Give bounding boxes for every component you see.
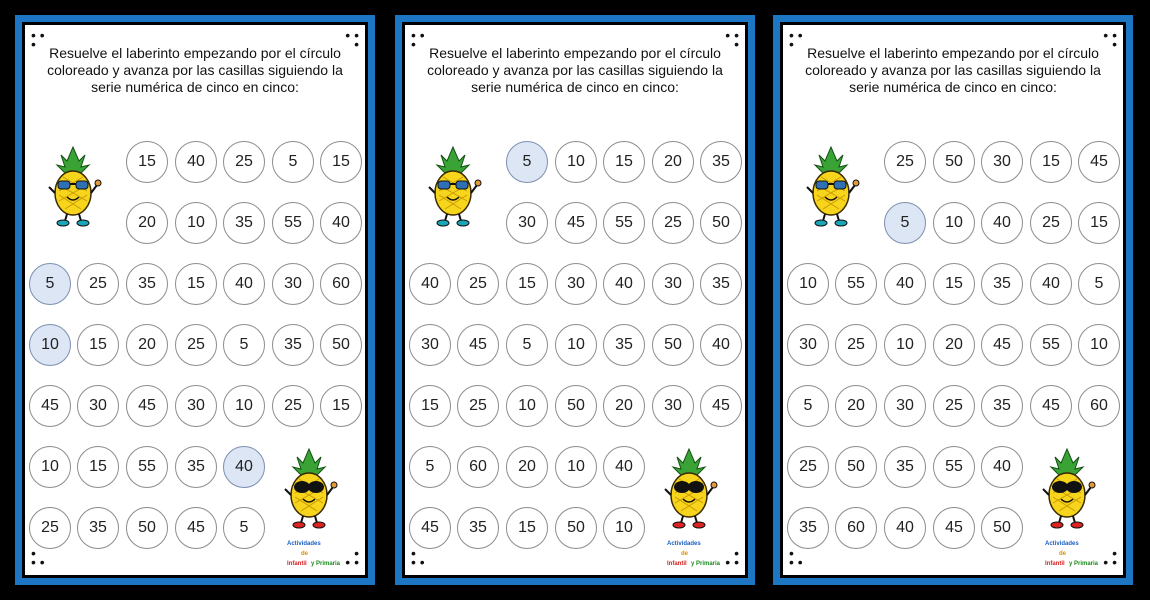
maze-cell[interactable]: 10 bbox=[506, 385, 548, 427]
maze-cell[interactable]: 30 bbox=[652, 263, 694, 305]
maze-cell[interactable]: 25 bbox=[457, 385, 499, 427]
maze-cell[interactable]: 25 bbox=[884, 141, 926, 183]
brand-logo bbox=[1045, 537, 1107, 575]
worksheet-1 bbox=[15, 15, 375, 585]
corner-dots: • • • bbox=[725, 27, 739, 52]
logo-word4: y Primaria bbox=[1069, 561, 1099, 567]
brand-logo bbox=[287, 537, 349, 575]
instructions-line3: serie numérica de cinco en cinco: bbox=[849, 79, 1057, 95]
worksheet-2 bbox=[395, 15, 755, 585]
maze-cell[interactable]: 15 bbox=[506, 507, 548, 549]
maze-cell-highlighted[interactable]: 40 bbox=[223, 446, 265, 488]
maze-cell[interactable]: 30 bbox=[506, 202, 548, 244]
maze-cell[interactable]: 15 bbox=[77, 324, 119, 366]
worksheet-border bbox=[402, 22, 748, 578]
worksheet-3 bbox=[773, 15, 1133, 585]
maze-cell[interactable]: 45 bbox=[933, 507, 975, 549]
maze-cell[interactable]: 15 bbox=[320, 141, 362, 183]
pineapple-character-icon bbox=[1037, 445, 1097, 529]
logo-word4: y Primaria bbox=[311, 561, 341, 567]
logo-word1: Actividades bbox=[1045, 541, 1079, 547]
maze-cell[interactable]: 25 bbox=[175, 324, 217, 366]
maze-cell[interactable]: 35 bbox=[981, 385, 1023, 427]
maze-cell[interactable]: 20 bbox=[603, 385, 645, 427]
maze-cell[interactable]: 5 bbox=[787, 385, 829, 427]
maze-cell[interactable]: 15 bbox=[175, 263, 217, 305]
instructions-line2: coloreado y avanza por las casillas siguiendo la bbox=[805, 62, 1101, 78]
maze-cell[interactable]: 55 bbox=[272, 202, 314, 244]
maze-cell[interactable]: 10 bbox=[603, 507, 645, 549]
pineapple-character-icon bbox=[659, 445, 719, 529]
maze-cell[interactable]: 35 bbox=[700, 263, 742, 305]
instructions-line2: coloreado y avanza por las casillas siguiendo la bbox=[427, 62, 723, 78]
maze-cell[interactable]: 55 bbox=[933, 446, 975, 488]
maze-cell[interactable]: 40 bbox=[409, 263, 451, 305]
instructions-line3: serie numérica de cinco en cinco: bbox=[471, 79, 679, 95]
maze-cell[interactable]: 40 bbox=[320, 202, 362, 244]
maze-cell[interactable]: 20 bbox=[933, 324, 975, 366]
instructions-line3: serie numérica de cinco en cinco: bbox=[91, 79, 299, 95]
maze-cell[interactable]: 25 bbox=[652, 202, 694, 244]
maze-cell[interactable]: 15 bbox=[409, 385, 451, 427]
maze-cell[interactable]: 60 bbox=[1078, 385, 1120, 427]
maze-cell[interactable]: 20 bbox=[835, 385, 877, 427]
maze-cell[interactable]: 25 bbox=[1030, 202, 1072, 244]
maze-cell[interactable]: 5 bbox=[409, 446, 451, 488]
maze-cell[interactable]: 25 bbox=[29, 507, 71, 549]
maze-cell[interactable]: 35 bbox=[126, 263, 168, 305]
maze-cell[interactable]: 5 bbox=[223, 507, 265, 549]
maze-cell[interactable]: 30 bbox=[787, 324, 829, 366]
maze-cell[interactable]: 60 bbox=[457, 446, 499, 488]
maze-cell[interactable]: 35 bbox=[77, 507, 119, 549]
maze-cell[interactable]: 15 bbox=[1030, 141, 1072, 183]
maze-cell[interactable]: 30 bbox=[272, 263, 314, 305]
maze-cell[interactable]: 45 bbox=[1078, 141, 1120, 183]
maze-cell[interactable]: 40 bbox=[223, 263, 265, 305]
instructions-text bbox=[405, 45, 745, 96]
maze-cell[interactable]: 45 bbox=[700, 385, 742, 427]
corner-dots: • • • bbox=[345, 545, 359, 570]
corner-dots: • • • bbox=[345, 27, 359, 52]
maze-cell-highlighted[interactable]: 5 bbox=[506, 141, 548, 183]
maze-cell[interactable]: 35 bbox=[787, 507, 829, 549]
maze-cell[interactable]: 35 bbox=[457, 507, 499, 549]
corner-dots: • • • bbox=[1103, 27, 1117, 52]
maze-cell[interactable]: 55 bbox=[835, 263, 877, 305]
pineapple-character-icon bbox=[279, 445, 339, 529]
maze-cell[interactable]: 25 bbox=[77, 263, 119, 305]
maze-cell[interactable]: 45 bbox=[555, 202, 597, 244]
maze-cell[interactable]: 15 bbox=[77, 446, 119, 488]
corner-dots: • • • bbox=[411, 545, 425, 570]
pineapple-character-icon bbox=[801, 143, 861, 227]
maze-cell[interactable]: 45 bbox=[1030, 385, 1072, 427]
worksheet-paper bbox=[783, 25, 1123, 575]
corner-dots: • • • bbox=[725, 545, 739, 570]
maze-cell[interactable]: 10 bbox=[555, 141, 597, 183]
maze-cell[interactable]: 30 bbox=[884, 385, 926, 427]
maze-cell[interactable]: 20 bbox=[652, 141, 694, 183]
maze-cell[interactable]: 10 bbox=[884, 324, 926, 366]
maze-cell[interactable]: 20 bbox=[126, 202, 168, 244]
logo-word2: de bbox=[1059, 551, 1067, 557]
maze-cell[interactable]: 50 bbox=[652, 324, 694, 366]
maze-cell[interactable]: 5 bbox=[223, 324, 265, 366]
maze-cell[interactable]: 10 bbox=[787, 263, 829, 305]
instructions-line1: Resuelve el laberinto empezando por el círculo bbox=[807, 45, 1099, 61]
maze-cell[interactable]: 50 bbox=[555, 385, 597, 427]
maze-cell[interactable]: 30 bbox=[175, 385, 217, 427]
pineapple-bottom bbox=[659, 445, 719, 534]
maze-cell[interactable]: 45 bbox=[29, 385, 71, 427]
maze-cell[interactable]: 40 bbox=[981, 446, 1023, 488]
maze-cell[interactable]: 40 bbox=[175, 141, 217, 183]
maze-cell[interactable]: 50 bbox=[981, 507, 1023, 549]
maze-cell-highlighted[interactable]: 5 bbox=[29, 263, 71, 305]
maze-cell[interactable]: 25 bbox=[223, 141, 265, 183]
maze-cell[interactable]: 50 bbox=[835, 446, 877, 488]
maze-cell[interactable]: 30 bbox=[555, 263, 597, 305]
worksheet-paper bbox=[405, 25, 745, 575]
maze-cell[interactable]: 15 bbox=[320, 385, 362, 427]
maze-cell[interactable]: 40 bbox=[603, 446, 645, 488]
maze-cell[interactable]: 45 bbox=[175, 507, 217, 549]
logo-word4: y Primaria bbox=[691, 561, 721, 567]
instructions-text bbox=[25, 45, 365, 96]
pineapple-character-icon bbox=[423, 143, 483, 227]
maze-cell[interactable]: 10 bbox=[555, 324, 597, 366]
instructions-line2: coloreado y avanza por las casillas siguiendo la bbox=[47, 62, 343, 78]
pineapple-top bbox=[43, 143, 103, 232]
maze-cell[interactable]: 35 bbox=[884, 446, 926, 488]
pineapple-bottom bbox=[279, 445, 339, 534]
maze-cell[interactable]: 15 bbox=[506, 263, 548, 305]
maze-cell[interactable]: 45 bbox=[126, 385, 168, 427]
maze-cell[interactable]: 15 bbox=[126, 141, 168, 183]
maze-cell[interactable]: 20 bbox=[126, 324, 168, 366]
logo-word3: Infantil bbox=[1045, 561, 1065, 567]
maze-cell[interactable]: 55 bbox=[603, 202, 645, 244]
maze-cell[interactable]: 10 bbox=[555, 446, 597, 488]
logo-word1: Actividades bbox=[287, 541, 321, 547]
maze-cell[interactable]: 50 bbox=[933, 141, 975, 183]
maze-cell[interactable]: 35 bbox=[603, 324, 645, 366]
instructions-line1: Resuelve el laberinto empezando por el círculo bbox=[49, 45, 341, 61]
maze-cell[interactable]: 40 bbox=[981, 202, 1023, 244]
worksheet-border bbox=[22, 22, 368, 578]
maze-cell[interactable]: 25 bbox=[835, 324, 877, 366]
maze-cell[interactable]: 40 bbox=[700, 324, 742, 366]
pineapple-top bbox=[801, 143, 861, 232]
instructions-line1: Resuelve el laberinto empezando por el círculo bbox=[429, 45, 721, 61]
maze-cell[interactable]: 5 bbox=[506, 324, 548, 366]
maze-cell[interactable]: 60 bbox=[320, 263, 362, 305]
logo-word1: Actividades bbox=[667, 541, 701, 547]
logo-word2: de bbox=[301, 551, 309, 557]
logo-word2: de bbox=[681, 551, 689, 557]
maze-cell[interactable]: 35 bbox=[175, 446, 217, 488]
maze-cell[interactable]: 40 bbox=[884, 507, 926, 549]
maze-cell[interactable]: 50 bbox=[700, 202, 742, 244]
maze-cell-highlighted[interactable]: 10 bbox=[29, 324, 71, 366]
corner-dots: • • • bbox=[789, 27, 803, 52]
maze-cell[interactable]: 30 bbox=[652, 385, 694, 427]
maze-cell[interactable]: 30 bbox=[981, 141, 1023, 183]
maze-cell[interactable]: 40 bbox=[603, 263, 645, 305]
pineapple-character-icon bbox=[43, 143, 103, 227]
corner-dots: • • • bbox=[1103, 545, 1117, 570]
maze-cell[interactable]: 50 bbox=[555, 507, 597, 549]
maze-cell[interactable]: 10 bbox=[223, 385, 265, 427]
maze-cell[interactable]: 35 bbox=[981, 263, 1023, 305]
brand-logo bbox=[667, 537, 729, 575]
maze-cell[interactable]: 20 bbox=[506, 446, 548, 488]
maze-cell[interactable]: 45 bbox=[457, 324, 499, 366]
maze-cell[interactable]: 25 bbox=[272, 385, 314, 427]
maze-cell[interactable]: 5 bbox=[1078, 263, 1120, 305]
maze-cell[interactable]: 50 bbox=[320, 324, 362, 366]
maze-cell[interactable]: 40 bbox=[1030, 263, 1072, 305]
maze-cell[interactable]: 25 bbox=[457, 263, 499, 305]
maze-cell[interactable]: 10 bbox=[1078, 324, 1120, 366]
pineapple-top bbox=[423, 143, 483, 232]
maze-cell[interactable]: 30 bbox=[77, 385, 119, 427]
maze-cell[interactable]: 10 bbox=[29, 446, 71, 488]
maze-cell[interactable]: 50 bbox=[126, 507, 168, 549]
maze-cell[interactable]: 25 bbox=[933, 385, 975, 427]
instructions-text bbox=[783, 45, 1123, 96]
maze-cell[interactable]: 30 bbox=[409, 324, 451, 366]
maze-cell[interactable]: 5 bbox=[272, 141, 314, 183]
corner-dots: • • • bbox=[31, 545, 45, 570]
maze-cell[interactable]: 40 bbox=[884, 263, 926, 305]
worksheet-paper bbox=[25, 25, 365, 575]
logo-word3: Infantil bbox=[287, 561, 307, 567]
maze-cell[interactable]: 45 bbox=[981, 324, 1023, 366]
maze-cell[interactable]: 10 bbox=[175, 202, 217, 244]
maze-cell-highlighted[interactable]: 5 bbox=[884, 202, 926, 244]
maze-cell[interactable]: 10 bbox=[933, 202, 975, 244]
maze-cell[interactable]: 15 bbox=[603, 141, 645, 183]
worksheet-border bbox=[780, 22, 1126, 578]
maze-cell[interactable]: 25 bbox=[787, 446, 829, 488]
logo-word3: Infantil bbox=[667, 561, 687, 567]
maze-cell[interactable]: 35 bbox=[700, 141, 742, 183]
maze-cell[interactable]: 15 bbox=[933, 263, 975, 305]
maze-cell[interactable]: 15 bbox=[1078, 202, 1120, 244]
corner-dots: • • • bbox=[411, 27, 425, 52]
maze-cell[interactable]: 60 bbox=[835, 507, 877, 549]
maze-cell[interactable]: 45 bbox=[409, 507, 451, 549]
maze-cell[interactable]: 55 bbox=[1030, 324, 1072, 366]
corner-dots: • • • bbox=[789, 545, 803, 570]
corner-dots: • • • bbox=[31, 27, 45, 52]
maze-cell[interactable]: 35 bbox=[272, 324, 314, 366]
maze-cell[interactable]: 35 bbox=[223, 202, 265, 244]
maze-cell[interactable]: 55 bbox=[126, 446, 168, 488]
pineapple-bottom bbox=[1037, 445, 1097, 534]
